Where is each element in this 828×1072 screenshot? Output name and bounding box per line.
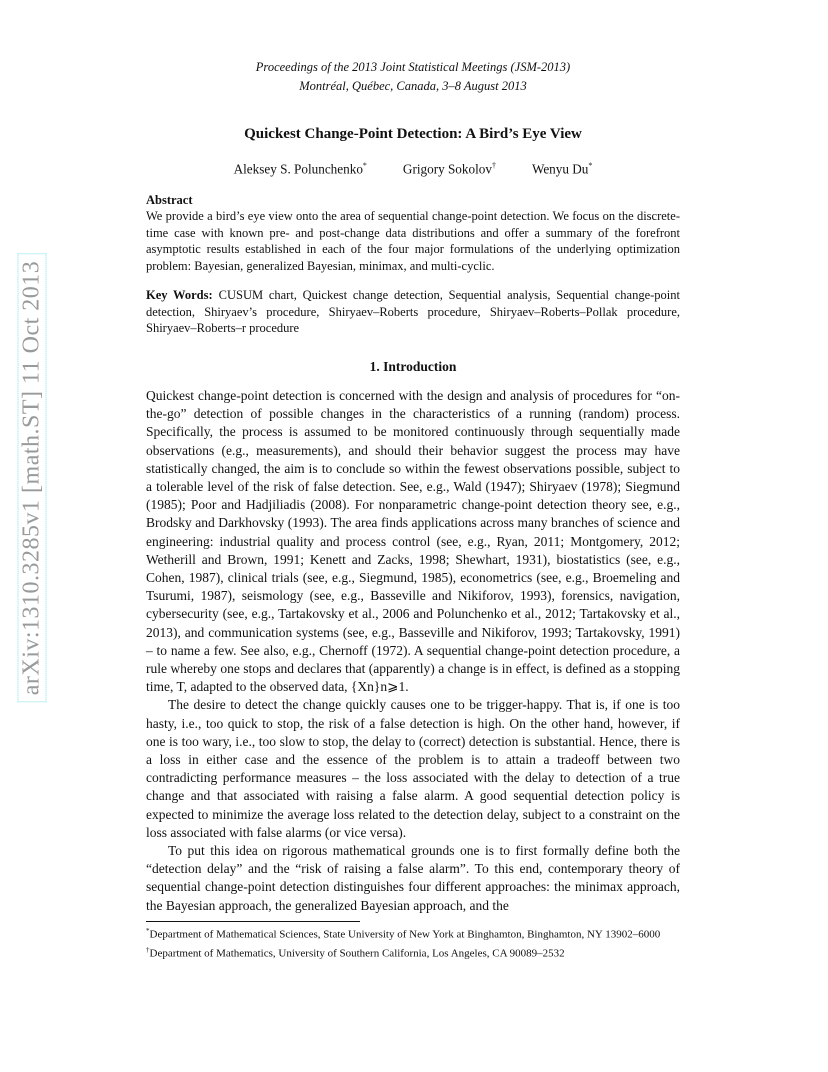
footnote: *Department of Mathematical Sciences, State University of New York at Binghamton, Binghamton, NY 13902–6000	[146, 926, 661, 941]
paragraph: To put this idea on rigorous mathematical grounds one is to first formally define both the “detection delay” and the “risk of raising a false alarm”. To this end, contemporary theory of sequential change-point detection distinguishes four different approaches: the minimax approach, the Bayesian approach, the generalized Bayesian approach, and the	[146, 842, 680, 913]
keywords	[146, 287, 680, 337]
proceedings-line-2: Montréal, Québec, Canada, 3–8 August 2013	[299, 79, 527, 93]
proceedings-line-1: Proceedings of the 2013 Joint Statistical Meetings (JSM-2013)	[255, 60, 571, 74]
abstract-heading: Abstract	[146, 193, 193, 208]
paragraph: Quickest change-point detection is concerned with the design and analysis of procedures for “on-the-go” detection of possible changes in the characteristics of a running (random) process. Specifically, the process is assumed to be monitored continuously through sequentially made observations (e.g., measurements), and should their behavior suggest the process may have statistically changed, the aim is to conclude so within the fewest observations possible, subject to a tolerable level of the risk of false detection. See, e.g., Wald (1947); Shiryaev (1978); Siegmund (1985); Poor and Hadjiliadis (2008). For nonparametric change-point detection theory see, e.g., Brodsky and Darkhovsky (1993). The area finds applications across many branches of science and engineering: industrial quality and process control (see, e.g., Ryan, 2011; Montgomery, 2012; Wetherill and Brown, 1991; Kenett and Zacks, 1998; Shewhart, 1931), biostatistics (see, e.g., Cohen, 1987), clinical trials (see, e.g., Siegmund, 1985), econometrics (see, e.g., Broemeling and Tsurumi, 1987), seismology (see, e.g., Basseville and Nikiforov, 1993), forensics, navigation, cybersecurity (see, e.g., Tartakovsky et al., 2006 and Polunchenko et al., 2012; Tartakovsky et al., 2013), and communication systems (see, e.g., Basseville and Nikiforov, 1993; Tartakovsky, 1991) – to name a few. See also, e.g., Chernoff (1972). A sequential change-point detection procedure, a rule whereby one stops and declares that (apparently) a change is in effect, is defined as a stopping time, T, adapted to the observed data, {Xn}n⩾1.	[146, 387, 680, 695]
arxiv-side-stamp	[12, 248, 52, 708]
author: Grigory Sokolov†	[402, 161, 496, 177]
proceedings-header	[146, 58, 680, 96]
introduction-body	[146, 387, 680, 915]
footnote: †Department of Mathematics, University of Southern California, Los Angeles, CA 90089–2532	[146, 946, 565, 961]
author: Aleksey S. Polunchenko*	[233, 161, 367, 177]
paper-page	[146, 58, 680, 961]
keywords-label: Key Words:	[146, 288, 213, 303]
footnote-rule	[146, 921, 360, 922]
paragraph: The desire to detect the change quickly causes one to be trigger-happy. That is, if one is too hasty, i.e., too quick to stop, the risk of a false detection is high. On the other hand, however, if one is too wary, i.e., too slow to stop, the delay to (correct) detection is substantial. Hence, there is a loss in either case and the essence of the problem is to attain a tradeoff between two contradicting performance measures – the loss associated with the delay to detection of a true change and that associated with raising a false alarm. A good sequential detection policy is expected to minimize the average loss related to the detection delay, subject to a constraint on the loss associated with false alarms (or vice versa).	[146, 697, 680, 840]
keywords-text: CUSUM chart, Quickest change detection, Sequential analysis, Sequential change-point detection, Shiryaev’s procedure, Shiryaev–Roberts procedure, Shiryaev–Roberts–Pollak procedure, Shiryaev–Roberts–r procedure	[146, 288, 680, 336]
paper-title: Quickest Change-Point Detection: A Bird’s Eye View	[244, 126, 582, 142]
section-heading-introduction: 1. Introduction	[369, 358, 457, 374]
author-list	[146, 161, 680, 177]
abstract-text: We provide a bird’s eye view onto the area of sequential change-point detection. We focus on the discrete-time case with known pre- and post-change data distributions and offer a summary of the forefront asymptotic results established in each of the four major formulations of the underlying optimization problem: Bayesian, generalized Bayesian, minimax, and multi-cyclic.	[146, 209, 680, 273]
author: Wenyu Du*	[531, 161, 593, 177]
arxiv-identifier[interactable]: arXiv:1310.3285v1 [math.ST] 11 Oct 2013	[18, 254, 47, 703]
